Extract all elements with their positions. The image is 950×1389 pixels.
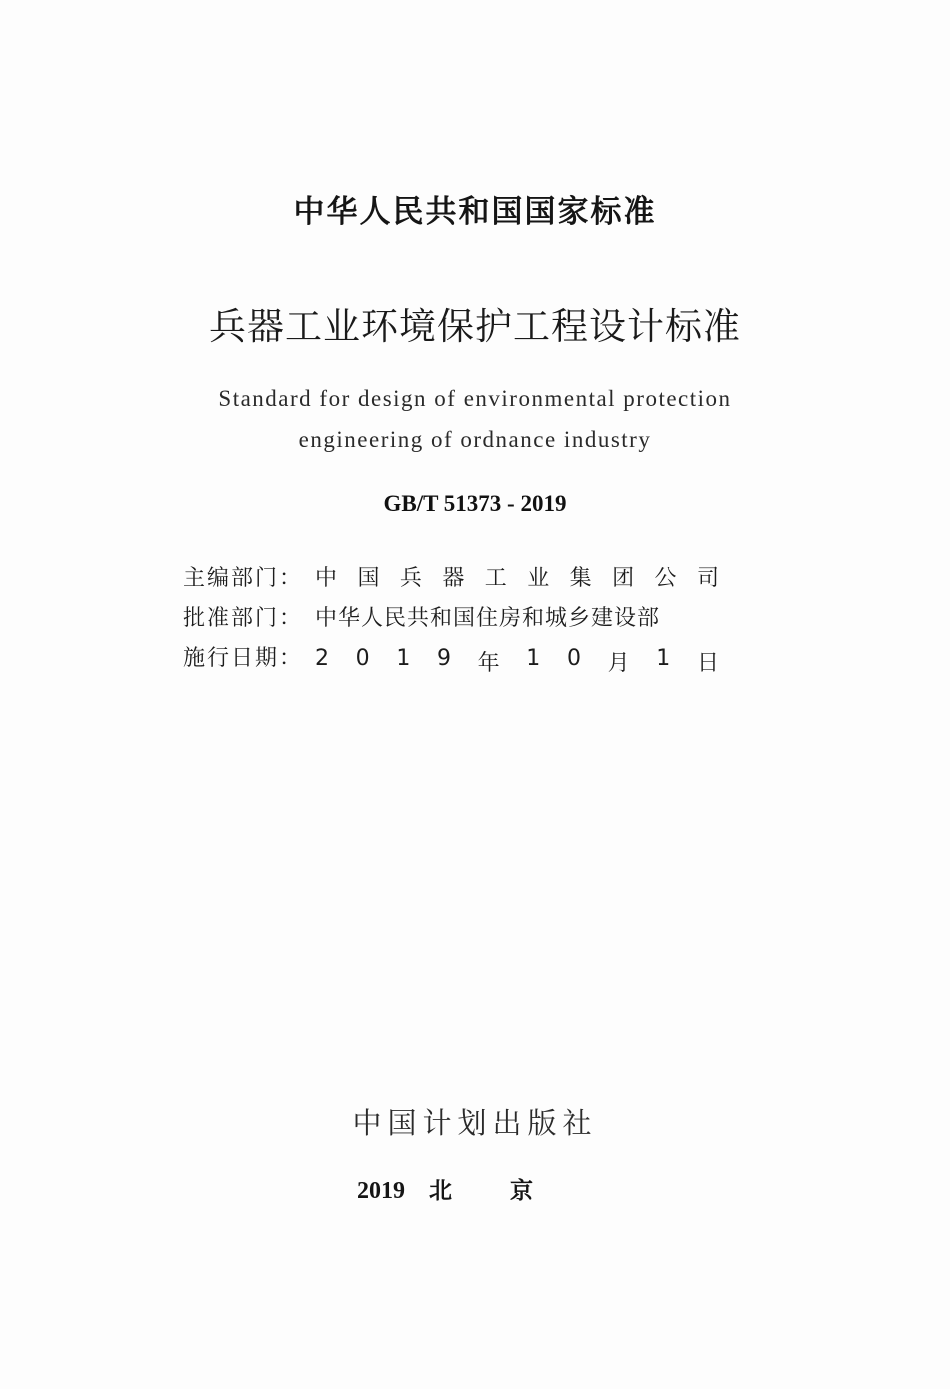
imprint (357, 1172, 591, 1205)
effective-date-value (315, 646, 723, 677)
imprint-city: 北京 (429, 1178, 591, 1204)
approver-value: 中华人民共和国住房和城乡建设部 (315, 606, 661, 631)
imprint-year: 2019 (357, 1178, 405, 1204)
editor-char: 业 (527, 566, 550, 591)
effective-date-row (183, 641, 723, 681)
document-title-chinese: 兵器工业环境保护工程设计标准 (209, 305, 741, 348)
editor-char: 公 (654, 566, 677, 591)
approver-row (183, 601, 723, 641)
editor-char: 兵 (399, 566, 422, 591)
editor-char: 集 (569, 566, 592, 591)
approver-label: 批准部门： (183, 606, 304, 631)
editor-row (183, 561, 723, 601)
editor-label: 主编部门： (183, 566, 304, 591)
metadata-block (183, 561, 723, 681)
standard-number: GB/T 51373 - 2019 (383, 491, 567, 516)
editor-char: 工 (484, 566, 507, 591)
date-char: 月 (607, 651, 630, 676)
editor-char: 中 (315, 566, 338, 591)
date-char: 1 (656, 646, 671, 671)
document-title-english (0, 378, 950, 460)
date-char: 1 (396, 646, 411, 671)
editor-char: 司 (696, 566, 719, 591)
date-char: 0 (566, 646, 581, 671)
date-char: 年 (477, 651, 500, 676)
standard-series-title: 中华人民共和国国家标准 (293, 194, 657, 230)
date-char: 日 (696, 651, 719, 676)
editor-char: 团 (612, 566, 635, 591)
date-char: 9 (436, 646, 451, 671)
english-title-line-1: Standard for design of environmental protection (218, 386, 732, 411)
editor-char: 器 (442, 566, 465, 591)
date-char: 2 (315, 646, 329, 671)
english-title-line-2: engineering of ordnance industry (298, 427, 652, 452)
date-char: 1 (526, 646, 541, 671)
editor-value (315, 561, 723, 592)
editor-char: 国 (357, 566, 380, 591)
date-char: 0 (355, 646, 370, 671)
effective-date-label: 施行日期： (183, 646, 304, 671)
publisher-name: 中国计划出版社 (352, 1106, 598, 1140)
